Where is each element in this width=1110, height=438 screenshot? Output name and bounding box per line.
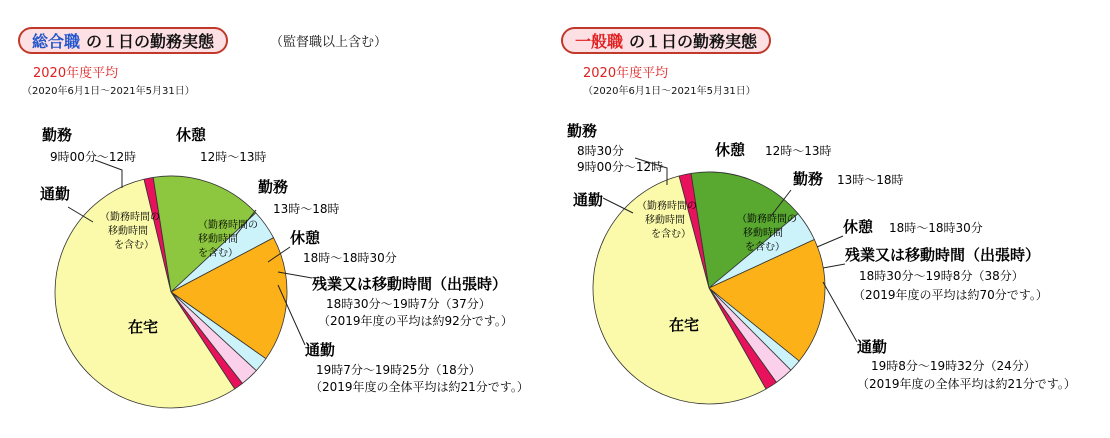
label-work-am-time: 8時30分 9時00分～12時	[577, 144, 664, 174]
label-work-pm-inner-1: （勤務時間の	[198, 220, 258, 231]
label-work-pm: 勤務	[793, 170, 824, 188]
title-note: （監督職以上含む）	[270, 35, 388, 50]
label-work-pm-time: 13時～18時	[837, 173, 904, 187]
label-work-am-inner-3: を含む）	[114, 240, 154, 251]
label-commute-top: 通勤	[573, 191, 604, 209]
label-overtime-note: （2019年度の平均は約92分です。）	[318, 314, 513, 328]
label-break-eve: 休憩	[843, 218, 874, 236]
label-break-noon: 休憩	[176, 126, 207, 144]
label-work-am-inner-1: （勤務時間の	[637, 201, 697, 212]
label-break-eve-time: 18時～18時30分	[889, 221, 983, 235]
leader-work-am	[95, 160, 122, 188]
label-work-am-inner-3: を含む）	[651, 229, 691, 240]
label-work-pm-inner-2: 移動時間	[198, 234, 238, 245]
label-commute-time: 19時7分～19時25分（18分）	[316, 363, 481, 377]
label-overtime: 残業又は移動時間（出張時）	[312, 275, 508, 293]
label-break-eve-time: 18時～18時30分	[303, 251, 397, 265]
leader-commute	[823, 282, 857, 342]
label-work-pm-time: 13時～18時	[273, 202, 340, 216]
title-keyword: 一般職	[575, 32, 624, 51]
label-work-pm-inner-3: を含む）	[198, 248, 238, 259]
title-rest: の１日の勤務実態	[86, 32, 215, 51]
label-work-am: 勤務	[42, 126, 73, 144]
label-work-am-inner-1: （勤務時間の	[100, 212, 160, 223]
label-work-pm: 勤務	[258, 178, 289, 196]
label-work-pm-inner-3: を含む）	[745, 242, 785, 253]
label-break-eve: 休憩	[290, 229, 321, 247]
label-work-am: 勤務	[567, 122, 598, 140]
label-commute-time: 19時8分～19時32分（24分）	[871, 359, 1036, 373]
label-work-pm-inner-1: （勤務時間の	[737, 214, 797, 225]
leader-overtime	[823, 264, 845, 268]
period-label: （2020年6月1日～2021年5月31日）	[22, 86, 195, 97]
label-work-am-inner-2: 移動時間	[645, 215, 685, 226]
pie-chart	[555, 0, 1110, 438]
label-break-noon: 休憩	[715, 141, 746, 159]
leader-break-eve	[817, 236, 843, 247]
pie-slices	[593, 172, 825, 404]
label-overtime-note: （2019年度の平均は約70分です。）	[853, 288, 1048, 302]
label-commute-note: （2019年度の全体平均は約21分です。）	[310, 380, 529, 394]
label-work-am-inner-2: 移動時間	[108, 226, 148, 237]
period-label: （2020年6月1日～2021年5月31日）	[583, 86, 756, 97]
pie-slices	[55, 176, 287, 408]
label-break-noon-time: 12時～13時	[200, 150, 267, 164]
label-break-noon-time: 12時～13時	[765, 144, 832, 158]
average-label: 2020年度平均	[583, 66, 669, 81]
label-overtime: 残業又は移動時間（出張時）	[845, 246, 1041, 264]
label-home: 在宅	[128, 318, 159, 336]
label-commute: 通勤	[305, 341, 336, 359]
label-commute-top: 通勤	[40, 185, 71, 203]
label-overtime-time: 18時30分～19時7分（37分）	[326, 297, 491, 311]
label-home: 在宅	[669, 316, 700, 334]
title-rest: の１日の勤務実態	[629, 32, 758, 51]
label-work-am-time: 9時00分～12時	[50, 150, 137, 164]
label-work-pm-inner-2: 移動時間	[743, 228, 783, 239]
average-label: 2020年度平均	[33, 66, 119, 81]
title-keyword: 総合職	[32, 32, 81, 51]
label-commute-note: （2019年度の全体平均は約21分です。）	[857, 377, 1076, 391]
panel-ippanshoku	[555, 0, 1110, 438]
label-commute: 通勤	[857, 338, 888, 356]
label-overtime-time: 18時30分～19時8分（38分）	[859, 269, 1024, 283]
